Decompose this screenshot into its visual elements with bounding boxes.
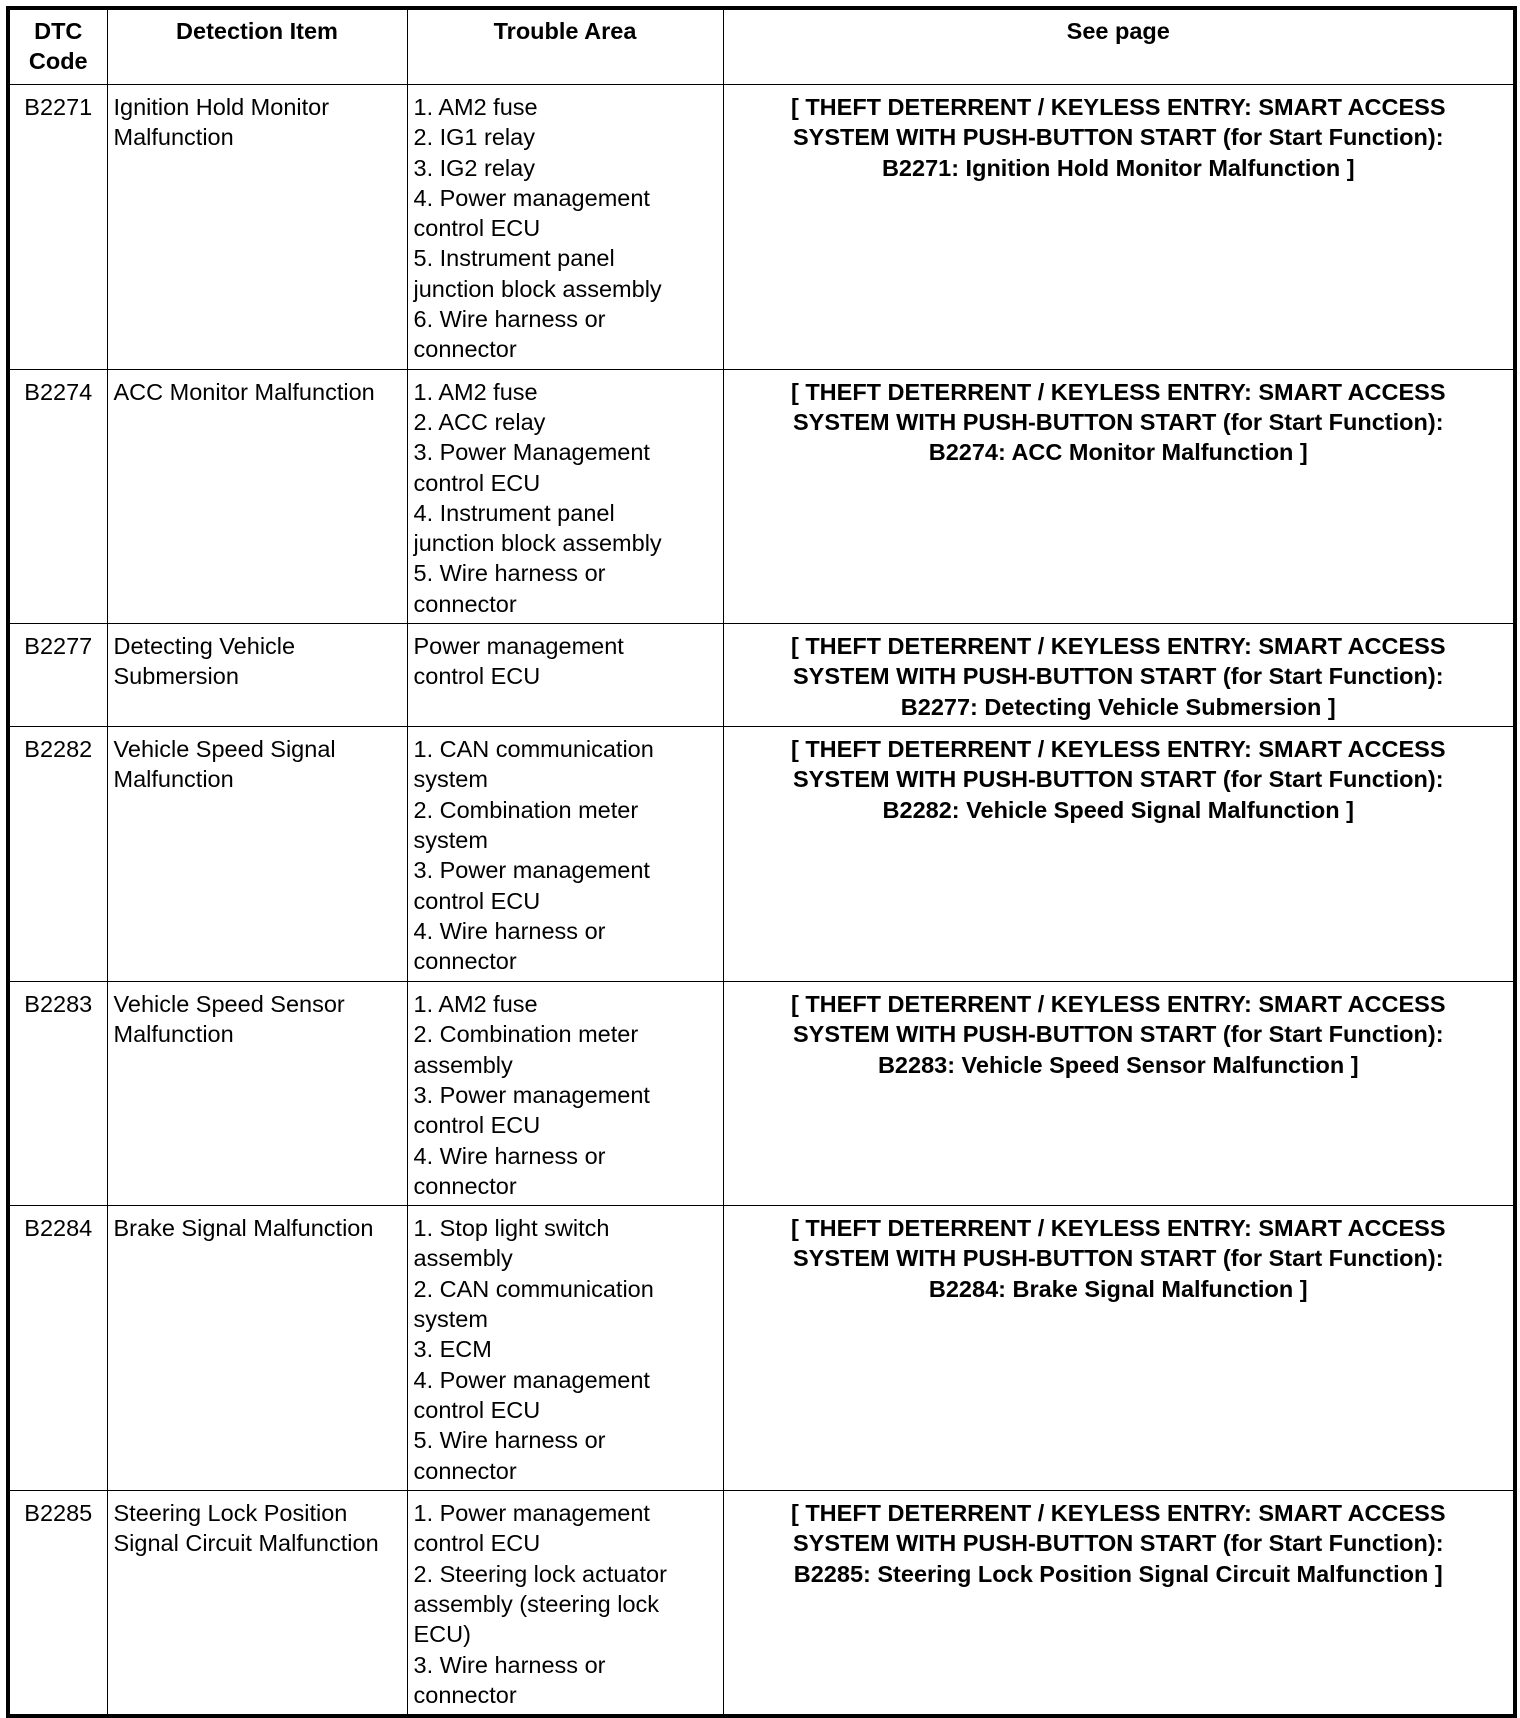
trouble-area-line: control ECU — [413, 1530, 541, 1557]
see-page-link-line[interactable]: [ THEFT DETERRENT / KEYLESS ENTRY: SMART ACCESS — [790, 991, 1446, 1018]
trouble-area-line: 4. Wire harness or — [413, 917, 606, 944]
detection-item-line: Submersion — [113, 663, 239, 690]
detection-item-line: Malfunction — [113, 1021, 234, 1048]
trouble-area-line: control ECU — [413, 1112, 541, 1139]
detection-item — [107, 1206, 407, 1491]
see-page-link — [723, 369, 1515, 623]
header-text: DTC — [34, 18, 83, 44]
dtc-code: B2284 — [8, 1206, 107, 1491]
see-page-link-line[interactable]: [ THEFT DETERRENT / KEYLESS ENTRY: SMART ACCESS — [790, 1215, 1446, 1242]
see-page-link-line[interactable]: SYSTEM WITH PUSH-BUTTON START (for Start Function): — [792, 1021, 1444, 1048]
trouble-area-line: 2. Combination meter — [413, 796, 639, 823]
trouble-area-line: 3. Power Management — [413, 439, 650, 466]
see-page-link-line[interactable]: B2274: ACC Monitor Malfunction ] — [928, 439, 1308, 466]
dtc-code: B2285 — [8, 1491, 107, 1717]
header-row — [8, 8, 1515, 85]
trouble-area-line: 3. Wire harness or — [413, 1651, 606, 1678]
see-page-link-line[interactable]: [ THEFT DETERRENT / KEYLESS ENTRY: SMART ACCESS — [790, 94, 1446, 120]
header-text: Code — [28, 48, 88, 75]
detection-item — [107, 727, 407, 982]
trouble-area — [407, 1206, 723, 1491]
detection-item-line: Steering Lock Position — [113, 1500, 348, 1527]
trouble-area-line: 2. IG1 relay — [413, 124, 535, 151]
table-row — [8, 85, 1515, 370]
detection-item — [107, 85, 407, 370]
see-page-link-line[interactable]: [ THEFT DETERRENT / KEYLESS ENTRY: SMART ACCESS — [790, 633, 1446, 660]
trouble-area-line: 5. Wire harness or — [413, 1427, 606, 1454]
see-page-link-line[interactable]: B2284: Brake Signal Malfunction ] — [928, 1275, 1308, 1302]
trouble-area-line: 2. Steering lock actuator — [413, 1560, 667, 1587]
header-trouble-area: Trouble Area — [407, 8, 723, 85]
see-page-link-line[interactable]: B2285: Steering Lock Position Signal Circuit Malfunction ] — [793, 1560, 1443, 1587]
see-page-link-line[interactable]: SYSTEM WITH PUSH-BUTTON START (for Start Function): — [792, 1530, 1444, 1557]
trouble-area-line: 4. Wire harness or — [413, 1142, 606, 1169]
trouble-area-line: control ECU — [413, 1396, 541, 1423]
see-page-link-line[interactable]: SYSTEM WITH PUSH-BUTTON START (for Start Function): — [792, 408, 1444, 435]
trouble-area-line: junction block assembly — [413, 275, 662, 302]
trouble-area — [407, 369, 723, 623]
trouble-area-line: 3. Power management — [413, 1081, 650, 1108]
trouble-area-line: 2. CAN communication — [413, 1275, 654, 1302]
trouble-area-line: 3. IG2 relay — [413, 154, 535, 181]
see-page-link — [723, 624, 1515, 727]
see-page-link-line[interactable]: SYSTEM WITH PUSH-BUTTON START (for Start Function): — [792, 124, 1444, 151]
see-page-link-line[interactable]: B2282: Vehicle Speed Signal Malfunction ] — [882, 796, 1354, 823]
trouble-area — [407, 1491, 723, 1717]
trouble-area — [407, 982, 723, 1206]
header-see-page: See page — [723, 8, 1515, 85]
detection-item-line: Ignition Hold Monitor — [113, 94, 330, 120]
trouble-area-line: 1. Power management — [413, 1500, 650, 1527]
table-row — [8, 982, 1515, 1206]
see-page-link-line[interactable]: B2277: Detecting Vehicle Submersion ] — [900, 693, 1336, 720]
trouble-area-line: connector — [413, 1681, 517, 1708]
trouble-area-line: connector — [413, 590, 517, 617]
trouble-area-line: system — [413, 1306, 488, 1333]
trouble-area-line: 1. Stop light switch — [413, 1215, 610, 1242]
detection-item-line: Malfunction — [113, 124, 234, 151]
header-dtc-code — [8, 8, 107, 85]
detection-item — [107, 369, 407, 623]
see-page-link — [723, 1206, 1515, 1491]
see-page-link-line[interactable]: [ THEFT DETERRENT / KEYLESS ENTRY: SMART ACCESS — [790, 1500, 1446, 1527]
table-row — [8, 369, 1515, 623]
trouble-area-line: assembly — [413, 1245, 513, 1272]
trouble-area-line: 2. ACC relay — [413, 408, 546, 435]
trouble-area-line: control ECU — [413, 663, 541, 690]
dtc-code: B2282 — [8, 727, 107, 982]
trouble-area-line: 1. AM2 fuse — [413, 991, 538, 1018]
see-page-link-line[interactable]: [ THEFT DETERRENT / KEYLESS ENTRY: SMART ACCESS — [790, 378, 1446, 405]
trouble-area-line: 6. Wire harness or — [413, 306, 606, 333]
detection-item-line: Brake Signal Malfunction — [113, 1215, 374, 1242]
trouble-area-line: Power management — [413, 633, 624, 660]
detection-item-line: Vehicle Speed Sensor — [113, 991, 345, 1018]
trouble-area-line: 4. Power management — [413, 1366, 650, 1393]
trouble-area-line: system — [413, 766, 488, 793]
trouble-area-line: 2. Combination meter — [413, 1021, 639, 1048]
trouble-area-line: 3. Power management — [413, 857, 650, 884]
trouble-area — [407, 727, 723, 982]
dtc-table — [6, 6, 1517, 1718]
detection-item — [107, 1491, 407, 1717]
table-row — [8, 624, 1515, 727]
trouble-area-line: assembly — [413, 1051, 513, 1078]
trouble-area-line: connector — [413, 336, 517, 363]
see-page-link-line[interactable]: B2283: Vehicle Speed Sensor Malfunction ] — [877, 1051, 1359, 1078]
table-row — [8, 1206, 1515, 1491]
trouble-area-line: junction block assembly — [413, 530, 662, 557]
see-page-link — [723, 982, 1515, 1206]
trouble-area-line: 5. Wire harness or — [413, 560, 606, 587]
trouble-area-line: connector — [413, 1457, 517, 1484]
detection-item-line: Detecting Vehicle — [113, 633, 296, 660]
trouble-area-line: ECU) — [413, 1621, 471, 1648]
see-page-link-line[interactable]: SYSTEM WITH PUSH-BUTTON START (for Start Function): — [792, 663, 1444, 690]
trouble-area-line: 1. AM2 fuse — [413, 378, 538, 405]
see-page-link-line[interactable]: [ THEFT DETERRENT / KEYLESS ENTRY: SMART ACCESS — [790, 736, 1446, 763]
see-page-link-line[interactable]: SYSTEM WITH PUSH-BUTTON START (for Start Function): — [792, 1245, 1444, 1272]
see-page-link — [723, 85, 1515, 370]
detection-item-line: ACC Monitor Malfunction — [113, 378, 375, 405]
trouble-area-line: system — [413, 826, 488, 853]
see-page-link-line[interactable]: B2271: Ignition Hold Monitor Malfunction ] — [881, 154, 1355, 181]
see-page-link — [723, 1491, 1515, 1717]
header-detection-item: Detection Item — [107, 8, 407, 85]
see-page-link — [723, 727, 1515, 982]
trouble-area-line: connector — [413, 1172, 517, 1199]
dtc-code: B2283 — [8, 982, 107, 1206]
trouble-area-line: 4. Instrument panel — [413, 499, 615, 526]
detection-item-line: Signal Circuit Malfunction — [113, 1530, 379, 1557]
table-row — [8, 727, 1515, 982]
dtc-code: B2274 — [8, 369, 107, 623]
detection-item-line: Vehicle Speed Signal — [113, 736, 336, 763]
dtc-code: B2271 — [8, 85, 107, 370]
trouble-area-line: control ECU — [413, 215, 541, 242]
trouble-area-line: control ECU — [413, 469, 541, 496]
trouble-area — [407, 624, 723, 727]
trouble-area-line: control ECU — [413, 887, 541, 914]
trouble-area-line: 3. ECM — [413, 1336, 492, 1363]
detection-item-line: Malfunction — [113, 766, 234, 793]
trouble-area-line: connector — [413, 948, 517, 975]
dtc-code: B2277 — [8, 624, 107, 727]
trouble-area-line: assembly (steering lock — [413, 1591, 660, 1618]
table-row — [8, 1491, 1515, 1717]
trouble-area-line: 1. CAN communication — [413, 736, 654, 763]
detection-item — [107, 624, 407, 727]
trouble-area-line: 1. AM2 fuse — [413, 94, 538, 120]
trouble-area-line: 4. Power management — [413, 184, 650, 211]
detection-item — [107, 982, 407, 1206]
trouble-area — [407, 85, 723, 370]
trouble-area-line: 5. Instrument panel — [413, 245, 615, 272]
see-page-link-line[interactable]: SYSTEM WITH PUSH-BUTTON START (for Start Function): — [792, 766, 1444, 793]
